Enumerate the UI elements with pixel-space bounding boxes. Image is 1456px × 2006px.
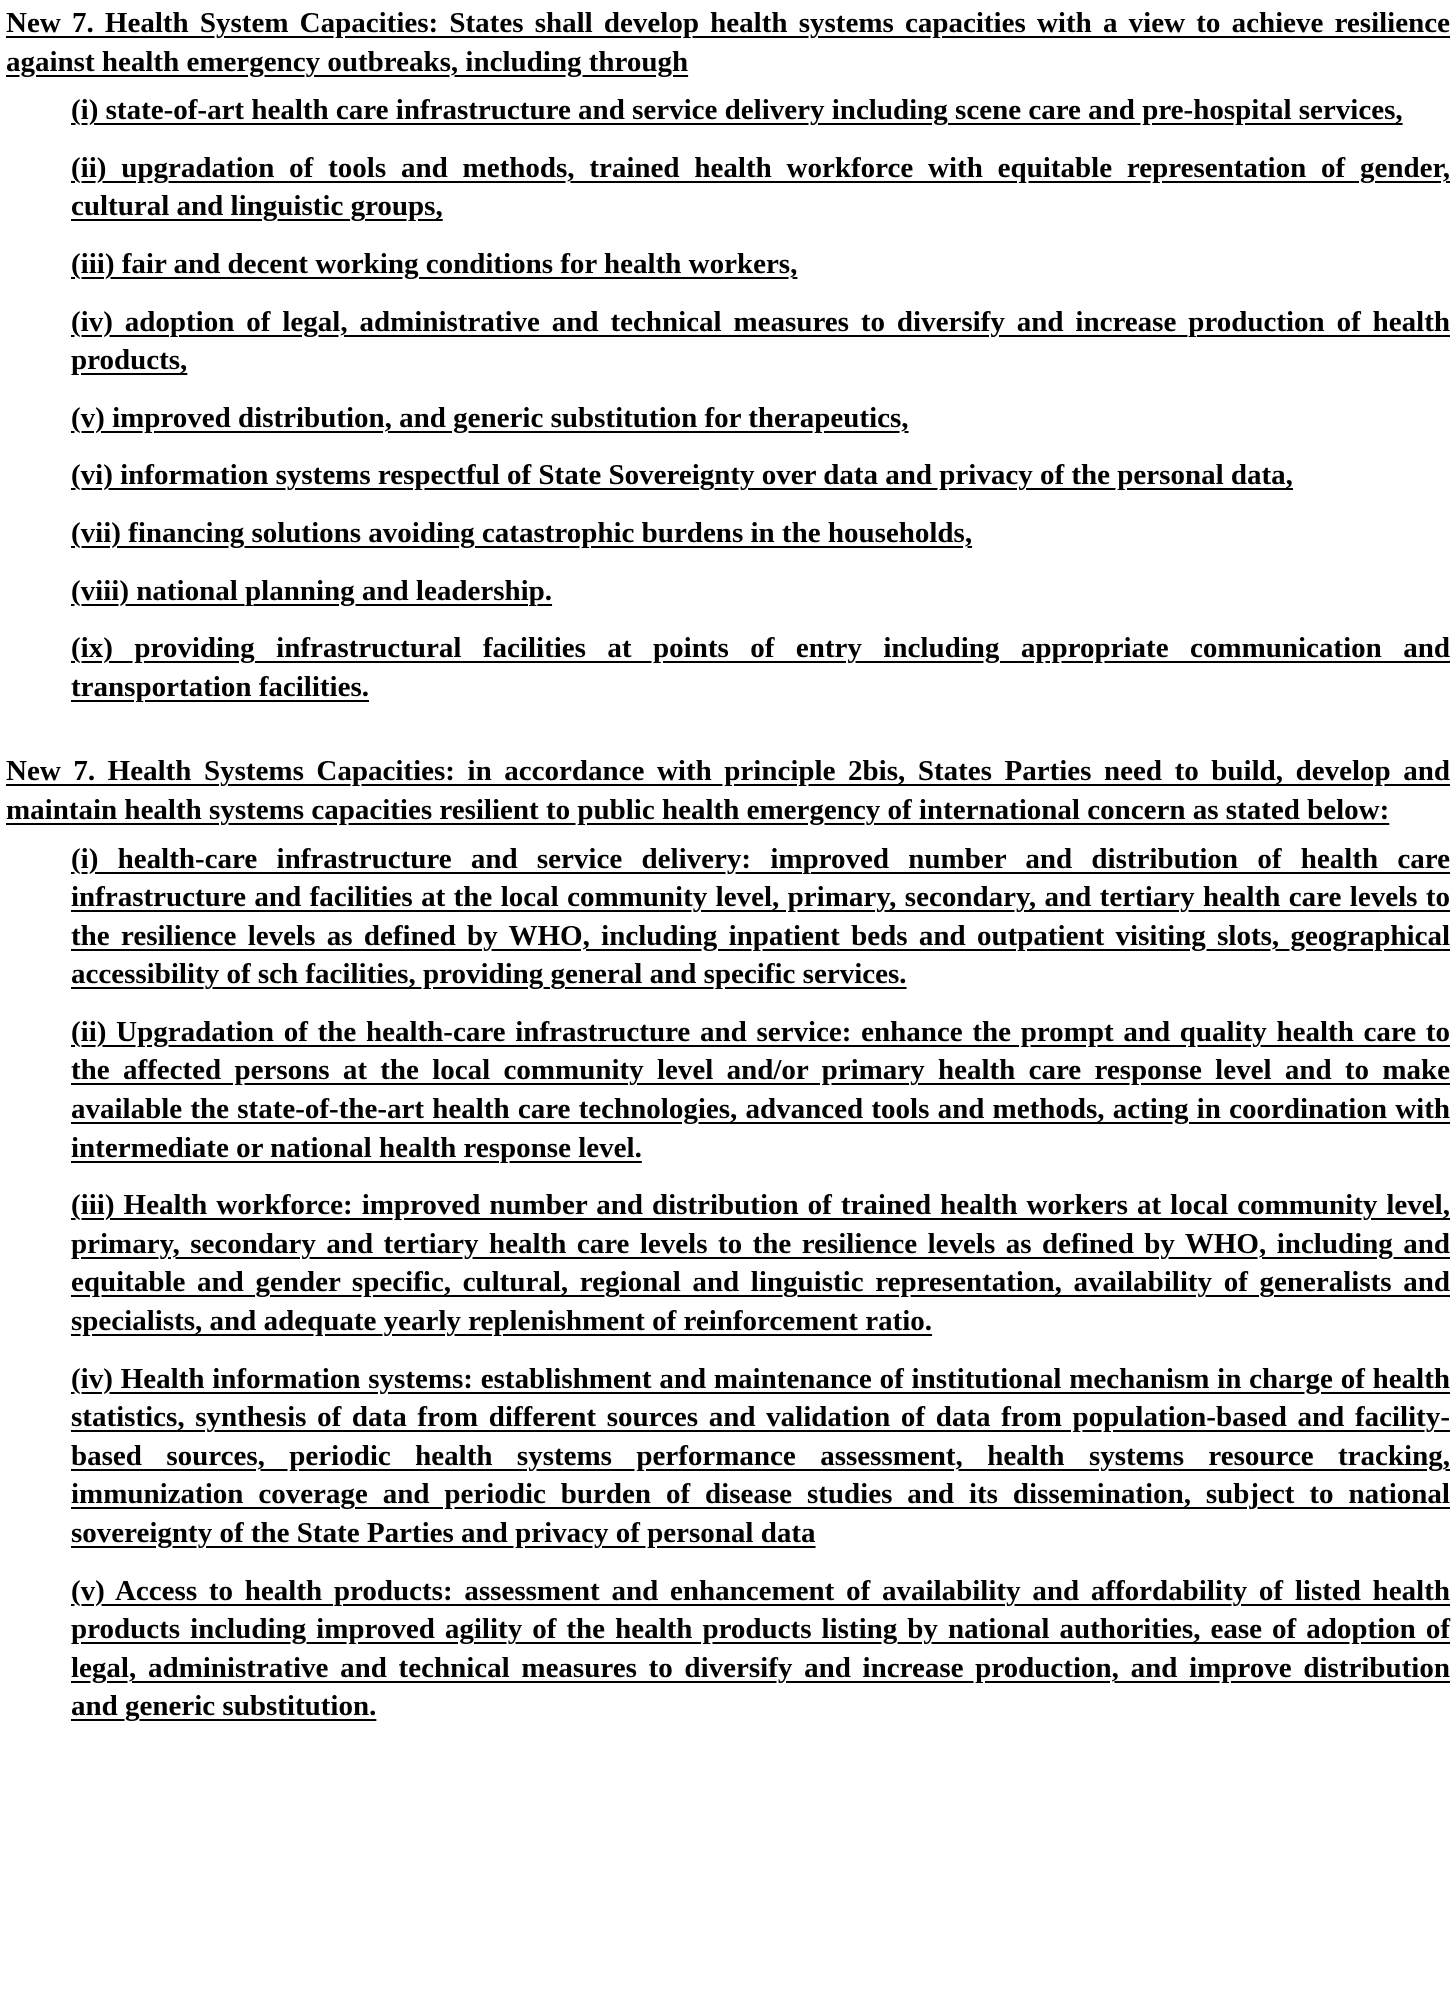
section-heading [6, 752, 1450, 829]
heading-rest: Health Systems Capacities: in accordance with principle 2bis, States Parties need to build, develop and maintain health systems capacities resilient to public health emergency of international concern as stated below: [6, 755, 1450, 826]
section-spacer [6, 725, 1450, 752]
list-item: (i) state-of-art health care infrastructure and service delivery including scene care and pre-hospital services, [71, 94, 1403, 127]
list-item: (ii) upgradation of tools and methods, trained health workforce with equitable representation of gender, cultural and linguistic groups, [71, 151, 1450, 223]
list-item: (ii) Upgradation of the health-care infrastructure and service: enhance the prompt and quality health care to the affected persons at the local community level and/or primary health care response level and to make available the state-of-the-art health care technologies, advanced tools and methods, acting in coordination with intermediate or national health response level. [71, 1015, 1450, 1164]
document-page [6, 4, 1450, 1745]
section-health-system-capacities [6, 4, 1450, 706]
list-item: (i) health-care infrastructure and service delivery: improved number and distribution of health care infrastructure and facilities at the local community level, primary, secondary, and tertiary health care levels to the resilience levels as defined by WHO, including inpatient beds and outpatient visiting slots, geographical accessibility of sch facilities, providing general and specific services. [71, 842, 1450, 991]
list-item: (viii) national planning and leadership. [71, 574, 553, 607]
list-item: (ix) providing infrastructural facilities at points of entry including appropriate communication and transportation facilities. [71, 632, 1450, 703]
heading-lead: New 7. [6, 755, 96, 788]
list-item: (vii) financing solutions avoiding catastrophic burdens in the households, [71, 516, 973, 549]
list-item: (iii) Health workforce: improved number and distribution of trained health workers at local community level, primary, secondary and tertiary health care levels to the resilience levels as defined by WHO, including and equitable and gender specific, cultural, regional and linguistic representation, availability of generalists and specialists, and adequate yearly replenishment of reinforcement ratio. [71, 1189, 1450, 1338]
list-item: (iv) Health information systems: establishment and maintenance of institutional mechanism in charge of health statistics, synthesis of data from different sources and validation of data from population-based and facility-based sources, periodic health systems performance assessment, health systems resource tracking, immunization coverage and periodic burden of disease studies and its dissemination, subject to national sovereignty of the State Parties and privacy of personal data [71, 1362, 1450, 1549]
list-item: (iv) adoption of legal, administrative and technical measures to diversify and increase production of health products, [71, 305, 1450, 377]
list-item: (v) improved distribution, and generic substitution for therapeutics, [71, 401, 909, 434]
section-heading: New 7. Health System Capacities: States shall develop health systems capacities with a view to achieve resilience against health emergency outbreaks, including through [6, 7, 1450, 78]
list-item: (v) Access to health products: assessment and enhancement of availability and affordability of listed health products including improved agility of the health products listing by national authorities, ease of adoption of legal, administrative and technical measures to diversify and increase production, and improve distribution and generic substitution. [71, 1574, 1450, 1723]
list-item: (iii) fair and decent working conditions for health workers, [71, 247, 798, 280]
section-health-systems-capacities [6, 752, 1450, 1726]
list-item: (vi) information systems respectful of State Sovereignty over data and privacy of the personal data, [71, 459, 1293, 492]
